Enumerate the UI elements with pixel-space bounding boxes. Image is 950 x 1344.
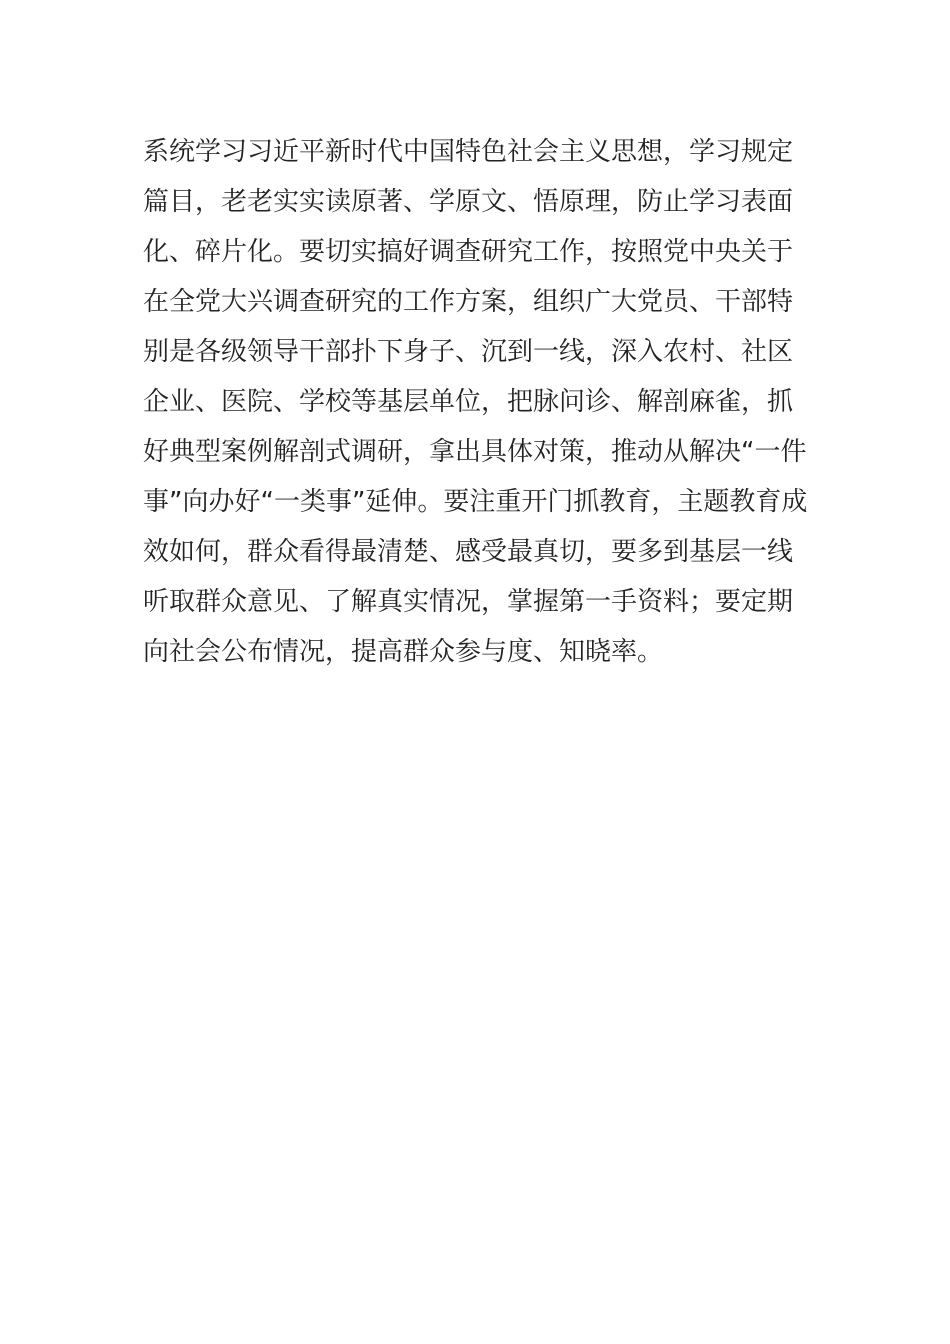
body-paragraph bbox=[143, 127, 823, 677]
paragraph-line: 化、碎片化。要切实搞好调查研究工作，按照党中央关于 bbox=[143, 237, 794, 267]
paragraph-line: 在全党大兴调查研究的工作方案，组织广大党员、干部特 bbox=[143, 287, 794, 317]
paragraph-line: 听取群众意见、了解真实情况，掌握第一手资料；要定期 bbox=[143, 587, 794, 617]
paragraph-line: 企业、医院、学校等基层单位，把脉问诊、解剖麻雀，抓 bbox=[143, 387, 794, 417]
paragraph-line: 事”向办好“一类事”延伸。要注重开门抓教育，主题教育成 bbox=[143, 487, 808, 517]
paragraph-line: 好典型案例解剖式调研，拿出具体对策，推动从解决“一件 bbox=[143, 437, 807, 467]
paragraph-line: 效如何，群众看得最清楚、感受最真切，要多到基层一线 bbox=[143, 537, 794, 567]
paragraph-line: 向社会公布情况，提高群众参与度、知晓率。 bbox=[143, 637, 664, 667]
paragraph-line: 系统学习习近平新时代中国特色社会主义思想，学习规定 bbox=[143, 137, 794, 167]
paragraph-line: 别是各级领导干部扑下身子、沉到一线，深入农村、社区 bbox=[143, 337, 794, 367]
paragraph-line: 篇目，老老实实读原著、学原文、悟原理，防止学习表面 bbox=[143, 187, 794, 217]
